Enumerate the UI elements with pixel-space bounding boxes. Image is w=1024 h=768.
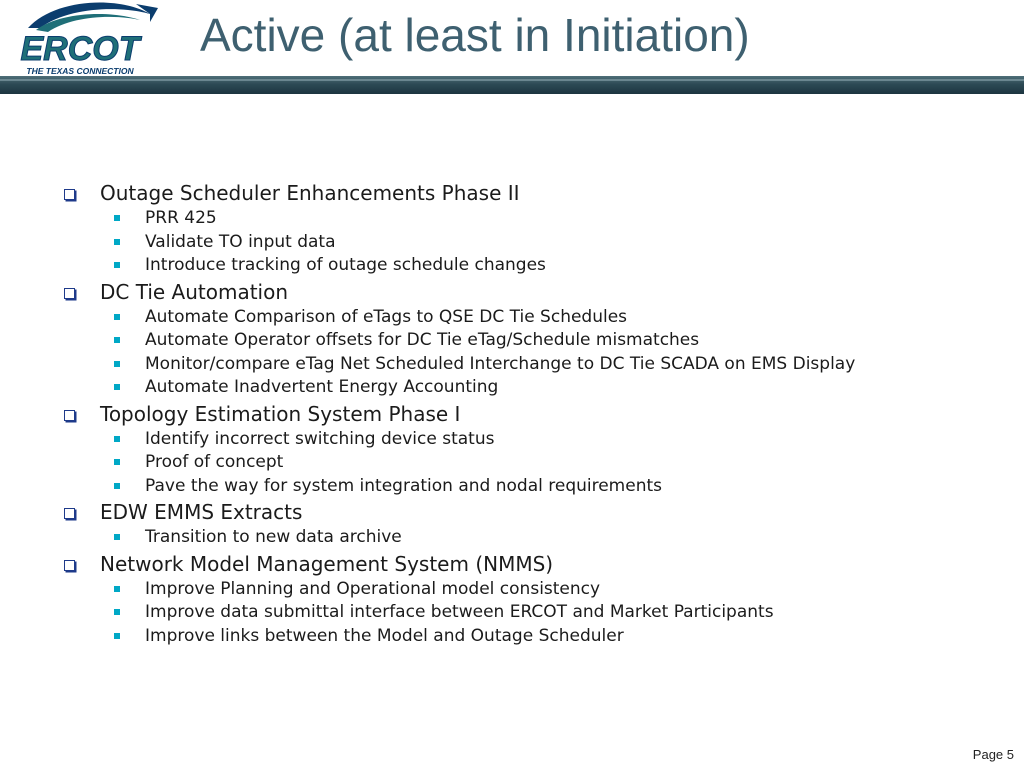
title-divider-bar xyxy=(0,76,1024,94)
sub-bullet-text: Automate Inadvertent Energy Accounting xyxy=(145,377,499,397)
square-bullet-icon xyxy=(114,314,120,320)
square-bullet-icon xyxy=(114,215,120,221)
sub-bullet-item xyxy=(62,430,962,448)
checkbox-bullet-icon xyxy=(64,508,75,519)
sub-bullet-text: Identify incorrect switching device status xyxy=(145,428,495,449)
logo-wordmark: ERCOT xyxy=(20,30,140,68)
sub-bullet-text: Improve links between the Model and Outage Scheduler xyxy=(145,625,624,646)
square-bullet-icon xyxy=(114,239,120,245)
page-number: Page 5 xyxy=(972,747,1014,762)
sub-bullet-item xyxy=(62,378,962,396)
bullet-item xyxy=(62,181,962,206)
sub-bullet-item xyxy=(62,453,962,471)
logo-tagline: THE TEXAS CONNECTION xyxy=(26,66,134,76)
bullet-text: Topology Estimation System Phase I xyxy=(100,401,461,426)
sub-bullet-item xyxy=(62,209,962,227)
square-bullet-icon xyxy=(114,337,120,343)
bullet-text: Network Model Management System (NMMS) xyxy=(100,551,554,576)
bullet-item xyxy=(62,500,962,525)
sub-bullet-text: Transition to new data archive xyxy=(145,527,402,547)
ercot-logo xyxy=(0,0,160,80)
square-bullet-icon xyxy=(114,361,120,367)
square-bullet-icon xyxy=(114,586,120,592)
slide-title: Active (at least in Initiation) xyxy=(200,9,750,61)
sub-bullet-text: Validate TO input data xyxy=(145,231,336,252)
sub-bullet-text: Automate Operator offsets for DC Tie eTag/Schedule mismatches xyxy=(145,330,700,350)
bullet-list xyxy=(62,181,962,650)
sub-bullet-text: Automate Comparison of eTags to QSE DC Tie Schedules xyxy=(145,306,628,327)
sub-bullet-item xyxy=(62,477,962,495)
square-bullet-icon xyxy=(114,262,120,268)
sub-bullet-text: Improve data submittal interface between ERCOT and Market Participants xyxy=(145,602,774,622)
sub-bullet-item xyxy=(62,580,962,598)
bullet-item xyxy=(62,402,962,427)
bullet-item xyxy=(62,280,962,305)
bullet-text: DC Tie Automation xyxy=(100,279,289,304)
sub-bullet-text: Improve Planning and Operational model consistency xyxy=(145,578,601,599)
sub-bullet-item xyxy=(62,233,962,251)
bullet-item xyxy=(62,552,962,577)
square-bullet-icon xyxy=(114,483,120,489)
sub-bullet-item xyxy=(62,603,962,621)
square-bullet-icon xyxy=(114,384,120,390)
checkbox-bullet-icon xyxy=(64,288,75,299)
checkbox-bullet-icon xyxy=(64,410,75,421)
sub-bullet-item xyxy=(62,331,962,349)
square-bullet-icon xyxy=(114,534,120,540)
square-bullet-icon xyxy=(114,459,120,465)
bullet-text: Outage Scheduler Enhancements Phase II xyxy=(100,181,520,205)
bullet-text: EDW EMMS Extracts xyxy=(100,500,303,524)
sub-bullet-item xyxy=(62,308,962,326)
sub-bullet-text: Proof of concept xyxy=(145,452,284,472)
sub-bullet-item xyxy=(62,256,962,274)
sub-bullet-item xyxy=(62,355,962,373)
checkbox-bullet-icon xyxy=(64,189,75,200)
sub-bullet-text: Pave the way for system integration and nodal requirements xyxy=(145,475,662,496)
sub-bullet-text: Monitor/compare eTag Net Scheduled Interchange to DC Tie SCADA on EMS Display xyxy=(145,353,856,374)
sub-bullet-text: Introduce tracking of outage schedule changes xyxy=(145,255,546,275)
square-bullet-icon xyxy=(114,436,120,442)
sub-bullet-text: PRR 425 xyxy=(145,208,217,228)
square-bullet-icon xyxy=(114,633,120,639)
sub-bullet-item xyxy=(62,627,962,645)
checkbox-bullet-icon xyxy=(64,560,75,571)
square-bullet-icon xyxy=(114,609,120,615)
sub-bullet-item xyxy=(62,528,962,546)
